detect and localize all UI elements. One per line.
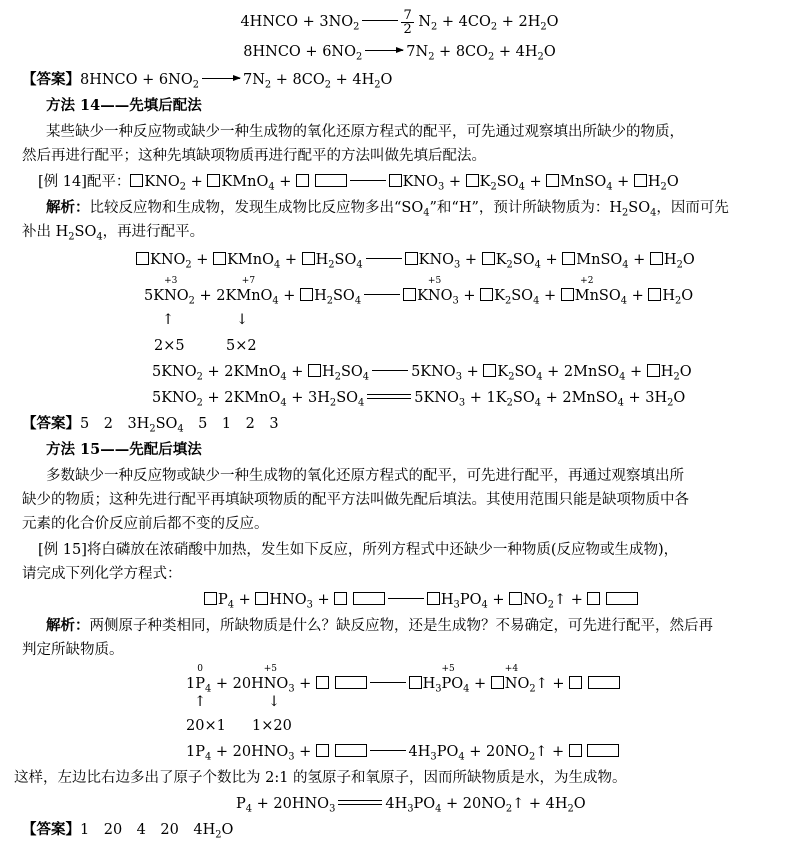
up-arrow-15: ↑ <box>194 694 207 710</box>
example15-line2: 请完成下列化学方程式： <box>22 566 182 582</box>
method14-para2: 然后再进行配平；这种先填缺项物质再进行配平的方法叫做先填后配法。 <box>22 148 486 164</box>
equation-integer: 8HNCO + $6NO_2$ $7N_2 + 8CO_2 + 4H_2O$ <box>243 44 556 63</box>
eq15-step2: $1P_4 + 20HNO_3 + 4H_3PO_4$ + $20NO_2↑$ + <box>186 742 619 762</box>
eq15-final: $P_4 + 20HNO_3$ $4H_3PO_4$ + $20NO_2↑ + 4H_2O$ <box>236 796 586 815</box>
eq14-final: $5KNO_2$ + 2KMnO$_4$ + $3H_2SO_4$ $5KNO_3 + 1K_2SO_4$ + 2MnSO$_4$ + $3H_2O$ <box>152 390 686 409</box>
answer-line-1: 【答案】8HNCO + $6NO_2$ $7N_2 + 8CO_2 + 4H_2O$ <box>22 71 393 91</box>
analysis14-line2: 补出 $H_2SO_4$，再进行配平。 <box>22 224 205 243</box>
up-arrow-14: ↑ <box>162 312 175 328</box>
method15-para3: 元素的化合价反应前后都不变的反应。 <box>22 516 269 532</box>
method15-para1: 多数缺少一种反应物或缺少一种生成物的氧化还原方程式的配平，可先进行配平，再通过观察填出所 <box>46 468 684 484</box>
eq14-step3: $5KNO_2$ + 2KMnO$_4$ + $H_2SO_4$ $5KNO_3 + K_2SO_4$ + 2MnSO$_4$ + $H_2O$ <box>152 364 692 383</box>
eq14-step2: 5KN +3 $O_2 + 2KMn$ +7 $O_4 + H_2SO_4$ KN +5 $O_3 + K_2SO_4 + Mn$ +2 $SO_4 + H_2O$ <box>144 276 694 307</box>
method14-para1: 某些缺少一种反应物或缺少一种生成物的氧化还原方程式的配平，可先通过观察填出所缺少的物质， <box>46 124 684 140</box>
eq15-step1: 1P 0 $_4$ + 20HN +5 $O_3 + H_3P$ +5 $O_4 + N$ +4 $O_2↑$ + <box>186 674 620 694</box>
example15-line1: [例 15]将白磷放在浓硝酸中加热，发生如下反应，所列方程式中还缺少一种物质(反应物或生成物)， <box>38 542 679 558</box>
answer15: 【答案】1 20 4 20 $4H_2O$ <box>22 821 234 841</box>
analysis15-line2: 判定所缺物质。 <box>22 642 124 658</box>
answer14: 【答案】5 2 $3H_2SO_4$ 5 1 2 3 <box>22 415 279 435</box>
count-right-14: 5×2 <box>226 338 257 354</box>
method15-para2: 缺少的物质；这种先进行配平再填缺项物质的配平方法叫做先配后填法。其使用范围只能是缺项物质中各 <box>22 492 689 508</box>
method14-title: 方法 14——先填后配法 <box>46 97 202 114</box>
method15-title: 方法 15——先配后填法 <box>46 441 202 458</box>
eq14-step1: $KNO_2$ + KMnO$_4$ + $H_2SO_4$ $KNO_3 + K_2SO_4$ + MnSO$_4$ + $H_2O$ <box>136 250 695 270</box>
analysis14-line1: 解析：比较反应物和生成物，发现生成物比反应物多出“$SO_4$”和“H”，预计所缺物质为：$H_2SO_4$，因而可先 <box>46 199 729 219</box>
down-arrow-14: ↓ <box>236 312 249 328</box>
count-left-14: 2×5 <box>154 338 185 354</box>
eq15-blank: $P_4 + HNO_3 + H_3PO_4$ + $NO_2↑$ + <box>204 590 638 610</box>
count-right-15: 1×20 <box>252 718 292 734</box>
count-left-15: 20×1 <box>186 718 226 734</box>
conclusion15: 这样，左边比右边多出了原子个数比为 2:1 的氢原子和氧原子，因而所缺物质是水，为生成物。 <box>14 770 627 786</box>
example14-line: [例 14]配平： $KNO_2$ + KMnO$_4$ + $KNO_3 + K_2SO_4$ + MnSO$_4$ + $H_2O$ <box>38 174 679 193</box>
equation-fractional: 4HNCO + $3NO_2$ $\frac{7}{2}$ $N_2 + 4CO_2 + 2H_2O$ <box>240 7 559 37</box>
down-arrow-15: ↓ <box>268 694 281 710</box>
analysis15-line1: 解析：两侧原子种类相同，所缺物质是什么？缺反应物，还是生成物？不易确定，可先进行配平，然后再 <box>46 617 713 634</box>
